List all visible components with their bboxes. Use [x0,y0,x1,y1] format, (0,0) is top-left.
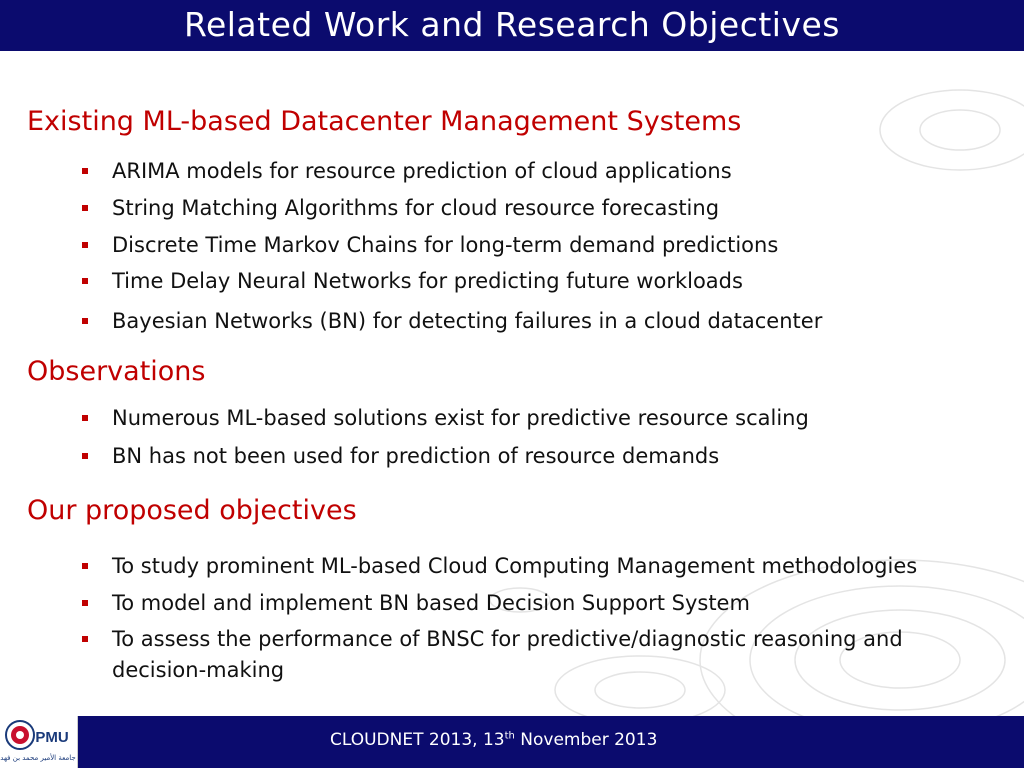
list-item: To study prominent ML-based Cloud Computing Management methodologies [82,551,992,588]
observations-list [82,403,809,477]
slide-title: Related Work and Research Objectives [184,5,840,44]
list-item: BN has not been used for prediction of resource demands [82,441,809,477]
list-item: String Matching Algorithms for cloud resource forecasting [82,193,822,230]
logo-arabic-label: جامعة الأمير محمد بن فهد [0,754,76,762]
title-bar [0,0,1024,51]
bullet-icon [82,278,88,284]
objectives-list [82,551,992,686]
existing-systems-list [82,156,822,342]
pmu-seal-icon [0,716,77,768]
bullet-icon [82,415,88,421]
list-item: To assess the performance of BNSC for predictive/diagnostic reasoning and decision-making [82,624,992,686]
logo-label: PMU [35,729,69,746]
bullet-icon [82,600,88,606]
section-heading-existing: Existing ML-based Datacenter Management Systems [27,106,742,137]
list-item: Numerous ML-based solutions exist for predictive resource scaling [82,403,809,441]
bullet-icon [82,453,88,459]
bullet-icon [82,318,88,324]
section-heading-observations: Observations [27,356,206,387]
footer-event-date: CLOUDNET 2013, 13th November 2013 [330,730,658,750]
bullet-icon [82,636,88,642]
bullet-icon [82,168,88,174]
list-item: Bayesian Networks (BN) for detecting failures in a cloud datacenter [82,306,822,342]
bullet-icon [82,205,88,211]
section-heading-objectives: Our proposed objectives [27,495,357,526]
list-item: To model and implement BN based Decision Support System [82,588,992,624]
bullet-icon [82,242,88,248]
university-logo [0,716,78,768]
bullet-icon [82,563,88,569]
list-item: Discrete Time Markov Chains for long-term demand predictions [82,230,822,266]
list-item: Time Delay Neural Networks for predicting future workloads [82,266,822,306]
list-item: ARIMA models for resource prediction of cloud applications [82,156,822,193]
